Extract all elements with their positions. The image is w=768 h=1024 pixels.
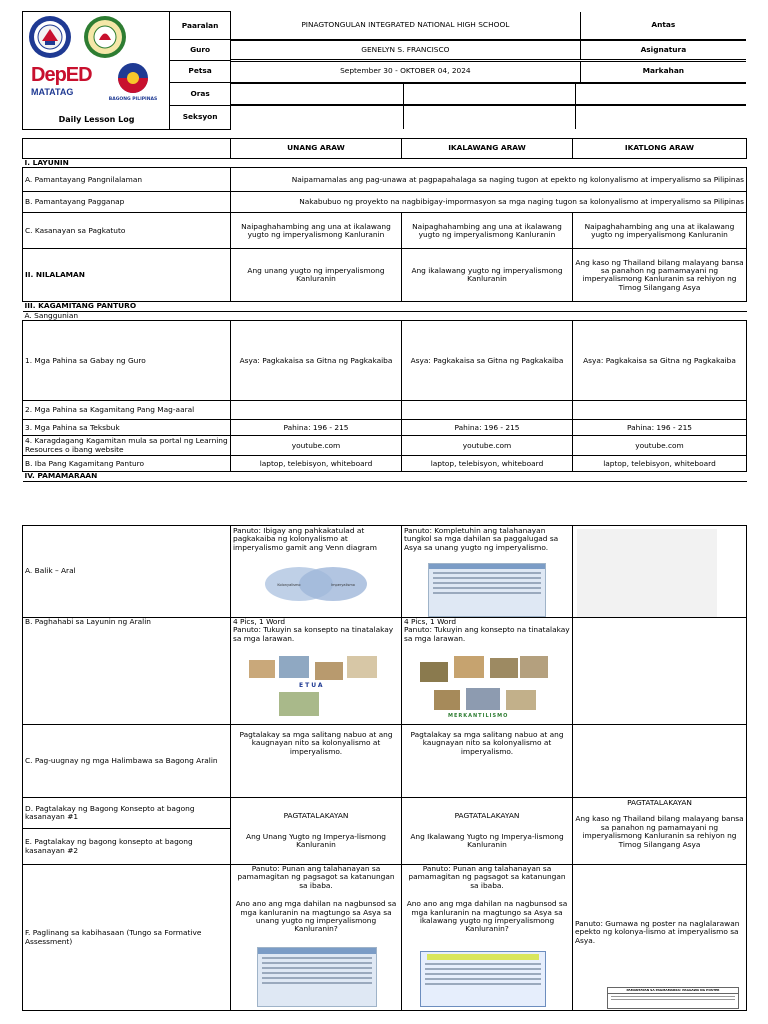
petsa-label: Petsa xyxy=(170,60,231,82)
teksbuk-day1: Pahina: 196 - 215 xyxy=(231,420,402,436)
balik-label: A. Balik – Aral xyxy=(23,526,231,618)
matatag-wordmark: MATATAG xyxy=(31,87,74,97)
paghahabi-day2 xyxy=(402,618,573,725)
balik-day3-thumbnail xyxy=(577,529,717,617)
paglinang-day2-question: Ano ano ang mga dahilan na nagbunsod sa mga kanluranin na magtungo sa Asya sa ikalawang yugto ng imperyalismong Kanluranin? xyxy=(406,899,568,934)
gabay-day1: Asya: Pagkakaisa sa Gitna ng Pagkakaiba xyxy=(231,321,402,401)
konsepto2-label: E. Pagtalakay ng bagong konsepto at bagong kasanayan #2 xyxy=(23,829,231,865)
pag-uugnay-day1: Pagtalakay sa mga salitang nabuo at ang kaugnayan nito sa kolonyalismo at imperyalismo. xyxy=(231,725,402,798)
iba-day3: laptop, telebisyon, whiteboard xyxy=(573,456,747,472)
pamamaraan-table xyxy=(22,525,747,1011)
kasanayan-day1: Naipaghahambing ang una at ikalawang yugto ng imperyalismong Kanluranin xyxy=(231,213,402,249)
paglinang-day1-worksheet-image xyxy=(257,947,377,1007)
konsepto-day3-text: Ang kaso ng Thailand bilang malayang bansa sa panahon ng pamamayani ng imperyalismong Kanluranin sa rehiyon ng Timog Silangang Asya xyxy=(575,814,744,849)
konsepto-day2 xyxy=(402,798,573,865)
worksheet-header-bar xyxy=(429,564,545,569)
gabay-label: 1. Mga Pahina sa Gabay ng Guro xyxy=(23,321,231,401)
pic-4 xyxy=(347,656,377,678)
balik-day1-text: Panuto: Ibigay ang pahkakatulad at pagkakaiba ng kolonyalismo at imperyalismo gamit ang Venn diagram xyxy=(233,526,377,552)
karagdagang-day1: youtube.com xyxy=(231,436,402,456)
pangnilalaman-label: A. Pamantayang Pangnilalaman xyxy=(23,168,231,192)
worksheet-line xyxy=(425,973,541,975)
rubric-divider xyxy=(608,993,738,994)
balik-day2-worksheet-image xyxy=(428,563,546,617)
karagdagang-day3: youtube.com xyxy=(573,436,747,456)
paglinang-day1-intro: Panuto: Punan ang talahanayan sa pamamagitan ng pagsagot sa katanungan sa ibaba. xyxy=(237,864,395,890)
iba-day1: laptop, telebisyon, whiteboard xyxy=(231,456,402,472)
guro-value: GENELYN S. FRANCISCO xyxy=(231,41,580,60)
worksheet-line xyxy=(262,972,372,974)
worksheet-line xyxy=(425,968,541,970)
venn-diagram xyxy=(261,564,371,604)
paghahabi-day1 xyxy=(231,618,402,725)
seksyon-day2 xyxy=(403,106,575,130)
markahan-label: Markahan xyxy=(580,61,746,82)
paglinang-day1 xyxy=(231,865,402,1011)
antas-label: Antas xyxy=(580,12,746,40)
paglinang-label: F. Paglinang sa kabihasaan (Tungo sa Formative Assessment) xyxy=(23,865,231,1011)
section-layunin: I. LAYUNIN xyxy=(23,159,747,168)
pic-4 xyxy=(520,656,548,678)
asignatura-label: Asignatura xyxy=(580,41,746,60)
pic-5 xyxy=(279,692,319,716)
petsa-row xyxy=(231,60,746,82)
daily-lesson-log-title: Daily Lesson Log xyxy=(58,115,135,124)
nilalaman-day3: Ang kaso ng Thailand bilang malayang bansa sa panahon ng pamamayani ng imperyalismong Kanluranin sa rehiyon ng Timog Silangang Asya xyxy=(573,249,747,302)
pic-3 xyxy=(490,658,518,678)
page-two xyxy=(0,495,768,1024)
worksheet-line xyxy=(425,963,541,965)
paglinang-day3 xyxy=(573,865,747,1011)
school-seal-icon xyxy=(83,15,127,59)
worksheet-line xyxy=(433,577,541,579)
pag-uugnay-label: C. Pag-uugnay ng mga Halimbawa sa Bagong Aralin xyxy=(23,725,231,798)
section-kagamitan: III. KAGAMITANG PANTURO xyxy=(23,302,747,311)
konsepto-day1-text: Ang Unang Yugto ng Imperya-lismong Kanluranin xyxy=(246,831,386,850)
worksheet-line xyxy=(262,977,372,979)
worksheet-line xyxy=(433,582,541,584)
oras-day1 xyxy=(231,83,403,104)
pic-2 xyxy=(279,656,309,678)
kasanayan-day2: Naipaghahambing ang una at ikalawang yugto ng imperyalismong Kanluranin xyxy=(402,213,573,249)
worksheet-header-bar xyxy=(258,948,376,954)
worksheet-line xyxy=(433,587,541,589)
pic-6 xyxy=(466,688,500,710)
rubric-line xyxy=(611,999,735,1000)
days-corner-cell xyxy=(23,139,231,159)
pic-3 xyxy=(315,662,343,680)
paaralan-value: PINAGTONGULAN INTEGRATED NATIONAL HIGH SCHOOL xyxy=(231,12,580,40)
lesson-table xyxy=(22,138,747,482)
kasanayan-label: C. Kasanayan sa Pagkatuto xyxy=(23,213,231,249)
seksyon-row xyxy=(231,105,746,129)
nilalaman-day2: Ang ikalawang yugto ng imperyalismong Kanluranin xyxy=(402,249,573,302)
paglinang-day2-intro: Panuto: Punan ang talahanayan sa pamamagitan ng pagsagot sa katanungan sa ibaba. xyxy=(408,864,566,890)
konsepto-day1-title: PAGTATALAKAYAN xyxy=(283,811,349,821)
konsepto-day2-title: PAGTATALAKAYAN xyxy=(454,811,520,821)
seksyon-label: Seksyon xyxy=(170,105,231,129)
kagamitan-mag-aaral-label: 2. Mga Pahina sa Kagamitang Pang Mag-aaral xyxy=(23,401,231,420)
pic-5 xyxy=(434,690,460,710)
four-pics-day2 xyxy=(420,654,550,722)
oras-day2 xyxy=(403,83,575,104)
puzzle-word-day2: MERKANTILISMO xyxy=(448,713,509,719)
teksbuk-day3: Pahina: 196 - 215 xyxy=(573,420,747,436)
gabay-day3: Asya: Pagkakaisa sa Gitna ng Pagkakaiba xyxy=(573,321,747,401)
four-pics-day1 xyxy=(249,654,379,718)
pic-2 xyxy=(454,656,484,678)
teksbuk-day2: Pahina: 196 - 215 xyxy=(402,420,573,436)
sanggunian-label: A. Sanggunian xyxy=(23,311,747,320)
pic-1 xyxy=(420,662,448,682)
balik-day2 xyxy=(402,526,573,618)
paaralan-row xyxy=(231,12,746,40)
nilalaman-day1: Ang unang yugto ng imperyalismong Kanluranin xyxy=(231,249,402,302)
kagamitan-mag-aaral-day2 xyxy=(402,401,573,420)
kagamitan-mag-aaral-day1 xyxy=(231,401,402,420)
iba-label: B. Iba Pang Kagamitang Panturo xyxy=(23,456,231,472)
worksheet-line xyxy=(262,962,372,964)
worksheet-line xyxy=(262,967,372,969)
worksheet-line xyxy=(425,983,541,985)
balik-day1 xyxy=(231,526,402,618)
konsepto-day1 xyxy=(231,798,402,865)
worksheet-line xyxy=(262,982,372,984)
deped-seal-icon xyxy=(28,15,72,59)
balik-day2-text: Panuto: Kompletuhin ang talahanayan tungkol sa mga dahilan sa paggalugad sa Asya sa unang yugto ng imperyalismo. xyxy=(404,526,559,552)
paghahabi-day3 xyxy=(573,618,747,725)
rubric-title: PAMANTAYAN SA PAGMAMARKA: PAGGAWA NG POSTER xyxy=(626,988,720,992)
paglinang-day1-question: Ano ano ang mga dahilan na nagbunsod sa mga kanluranin na magtungo sa Asya sa unang yugto ng imperyalismong Kanluranin? xyxy=(235,899,397,934)
petsa-value: September 30 - OKTOBER 04, 2024 xyxy=(231,61,580,82)
seksyon-day3 xyxy=(575,106,746,130)
day2-header: IKALAWANG ARAW xyxy=(402,139,573,159)
day3-header: IKATLONG ARAW xyxy=(573,139,747,159)
seksyon-day1 xyxy=(231,106,403,130)
bagong-pilipinas-caption: BAGONG PILIPINAS xyxy=(108,97,158,102)
venn-left-label: Kolonyalismo xyxy=(277,583,301,587)
paghahabi-label: B. Paghahabi sa Layunin ng Aralin xyxy=(23,618,231,725)
paaralan-label: Paaralan xyxy=(170,12,231,40)
oras-row xyxy=(231,83,746,105)
guro-row xyxy=(231,40,746,60)
konsepto-day3 xyxy=(573,798,747,865)
teksbuk-label: 3. Mga Pahina sa Teksbuk xyxy=(23,420,231,436)
paghahabi-day1-title: 4 Pics, 1 Word xyxy=(233,617,286,626)
worksheet-line xyxy=(262,957,372,959)
karagdagang-day2: youtube.com xyxy=(402,436,573,456)
kasanayan-day3: Naipaghahambing ang una at ikalawang yugto ng imperyalismong Kanluranin xyxy=(573,213,747,249)
pag-uugnay-day2: Pagtalakay sa mga salitang nabuo at ang kaugnayan nito sa kolonyalismo at imperyalismo. xyxy=(402,725,573,798)
pag-uugnay-day3 xyxy=(573,725,747,798)
paghahabi-day2-title: 4 Pics, 1 Word xyxy=(404,617,457,626)
rubric-image xyxy=(607,987,739,1009)
header-table xyxy=(22,11,746,130)
paglinang-day3-text: Panuto: Gumawa ng poster na naglalarawan epekto ng kolonya-lismo at imperyalismo sa Asya. xyxy=(575,918,740,945)
pagganap-value: Nakabubuo ng proyekto na nagbibigay-impormasyon sa mga naging tugon sa kolonyalismo at imperyalismo sa Pilipinas xyxy=(231,192,747,213)
deped-wordmark: DepED xyxy=(31,64,92,86)
balik-day3 xyxy=(573,526,747,618)
puzzle-word-day1: ETUA xyxy=(299,682,325,689)
gabay-day2: Asya: Pagkakaisa sa Gitna ng Pagkakaiba xyxy=(402,321,573,401)
pic-7 xyxy=(506,690,536,710)
paglinang-day2-worksheet-image xyxy=(420,951,546,1007)
kagamitan-mag-aaral-day3 xyxy=(573,401,747,420)
venn-right-label: Imperyalismo xyxy=(331,583,355,587)
paghahabi-day1-text: Panuto: Tukuyin sa konsepto na tinatalakay sa mga larawan. xyxy=(233,625,394,643)
day1-header: UNANG ARAW xyxy=(231,139,402,159)
bagong-pilipinas-logo-icon xyxy=(113,62,153,96)
pic-1 xyxy=(249,660,275,678)
konsepto-day3-title: PAGTATALAKAYAN xyxy=(627,798,692,807)
oras-day3 xyxy=(575,83,746,104)
page-one xyxy=(0,0,768,495)
worksheet-line xyxy=(425,978,541,980)
konsepto-day2-text: Ang Ikalawang Yugto ng Imperya-lismong Kanluranin xyxy=(410,831,564,850)
iba-day2: laptop, telebisyon, whiteboard xyxy=(402,456,573,472)
section-pamamaraan: IV. PAMAMARAAN xyxy=(23,472,747,481)
oras-label: Oras xyxy=(170,83,231,105)
paglinang-day2 xyxy=(402,865,573,1011)
pangnilalaman-value: Naipamamalas ang pag-unawa at pagpapahalaga sa naging tugon at epekto ng kolonyalismo at imperyalismo sa Pilipinas xyxy=(231,168,747,192)
pagganap-label: B. Pamantayang Pagganap xyxy=(23,192,231,213)
rubric-line xyxy=(611,996,735,997)
worksheet-line xyxy=(433,592,541,594)
deped-logo xyxy=(31,64,93,104)
konsepto1-label: D. Pagtalakay ng Bagong Konsepto at bagong kasanayan #1 xyxy=(23,798,231,829)
worksheet-line xyxy=(433,572,541,574)
paghahabi-day2-text: Panuto: Tukuyin ang konsepto na tinatalakay sa mga larawan. xyxy=(404,625,570,643)
nilalaman-label: II. NILALAMAN xyxy=(23,249,231,302)
karagdagang-label: 4. Karagdagang Kagamitan mula sa portal ng Learning Resources o ibang website xyxy=(23,436,231,456)
logo-cell xyxy=(23,12,170,130)
guro-label: Guro xyxy=(170,40,231,60)
worksheet-header-bar xyxy=(427,954,539,960)
